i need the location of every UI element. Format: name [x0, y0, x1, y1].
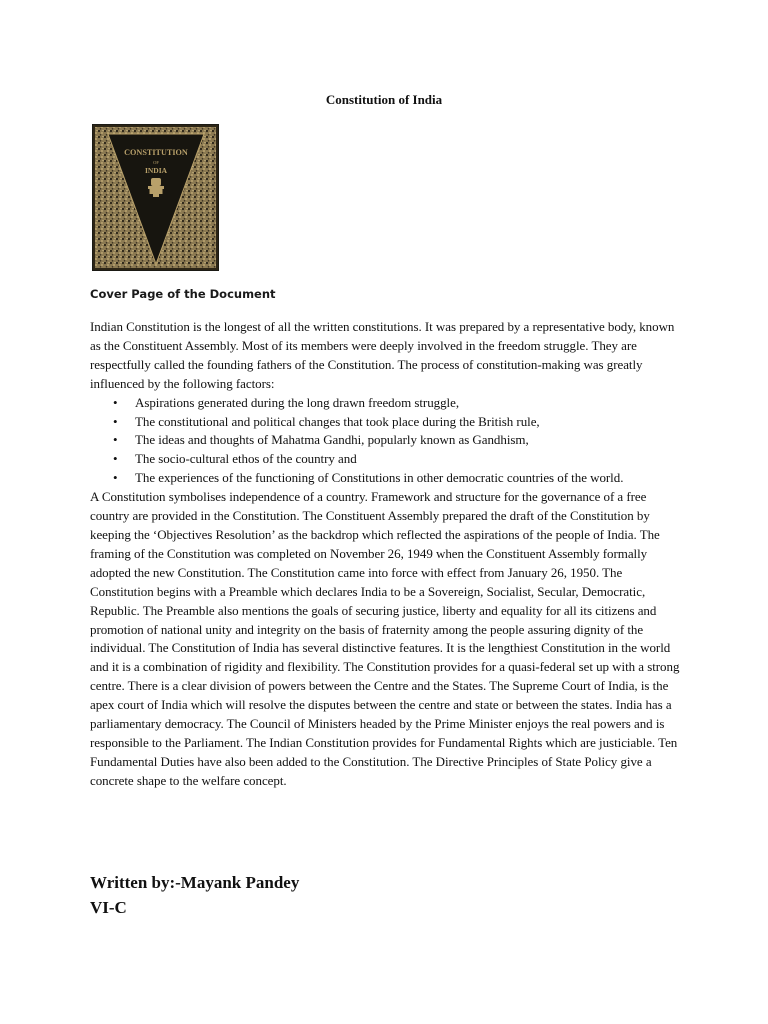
list-item: • The ideas and thoughts of Mahatma Gandhi, popularly known as Gandhism,	[90, 431, 680, 450]
list-item: • Aspirations generated during the long drawn freedom struggle,	[90, 394, 680, 413]
list-item: • The constitutional and political changes that took place during the British rule,	[90, 413, 680, 432]
cover-line-constitution: CONSTITUTION	[124, 148, 188, 157]
list-item: • The experiences of the functioning of Constitutions in other democratic countries of the world.	[90, 469, 680, 488]
document-body	[90, 318, 680, 791]
cover-line-india: INDIA	[144, 166, 168, 175]
main-paragraph: A Constitution symbolises independence of a country. Framework and structure for the governance of a free country are provided in the Constitution. The Constituent Assembly prepared the draft of the Constitution by keeping the ‘Objectives Resolution’ as the backdrop which reflected the aspirations of the people of India. The framing of the Constitution was completed on November 26, 1949 when the Constituent Assembly formally adopted the new Constitution. The Constitution came into force with effect from January 26, 1950. The Constitution begins with a Preamble which declares India to be a Sovereign, Socialist, Secular, Democratic, Republic. The Preamble also mentions the goals of securing justice, liberty and equality for all its citizens and promotion of national unity and integrity on the basis of fraternity among the people assuring dignity of the individual. The Constitution of India has several distinctive features. It is the lengthiest Constitution in the world and it is a combination of rigidity and flexibility. The Constitution provides for a quasi-federal set up with a strong centre. There is a clear division of powers between the Centre and the States. The Supreme Court of India, is the apex court of India which will resolve the disputes between the centre and state or between the states. India has a parliamentary democracy. The Council of Ministers headed by the Prime Minister enjoys the real powers and is responsible to the Parliament. The Indian Constitution provides for Fundamental Rights which are justiciable. Ten Fundamental Duties have also been added to the Constitution. The Directive Principles of State Policy give a concrete shape to the welfare concept.	[90, 489, 680, 788]
page-title: Constitution of India	[325, 92, 443, 107]
author-signature	[90, 870, 299, 920]
constitution-cover-image	[92, 124, 219, 271]
factors-list	[90, 394, 680, 489]
cover-line-of: OF	[153, 160, 159, 165]
list-item: • The socio-cultural ethos of the country and	[90, 450, 680, 469]
class-line: VI-C	[90, 898, 127, 917]
image-caption: Cover Page of the Document	[90, 287, 276, 301]
author-line: Written by:-Mayank Pandey	[90, 873, 300, 892]
intro-paragraph: Indian Constitution is the longest of all the written constitutions. It was prepared by a representative body, known as the Constituent Assembly. Most of its members were deeply involved in the freedom struggle. They are respectfully called the founding fathers of the Constitution. The process of constitution-making was greatly influenced by the following factors:	[90, 319, 675, 391]
